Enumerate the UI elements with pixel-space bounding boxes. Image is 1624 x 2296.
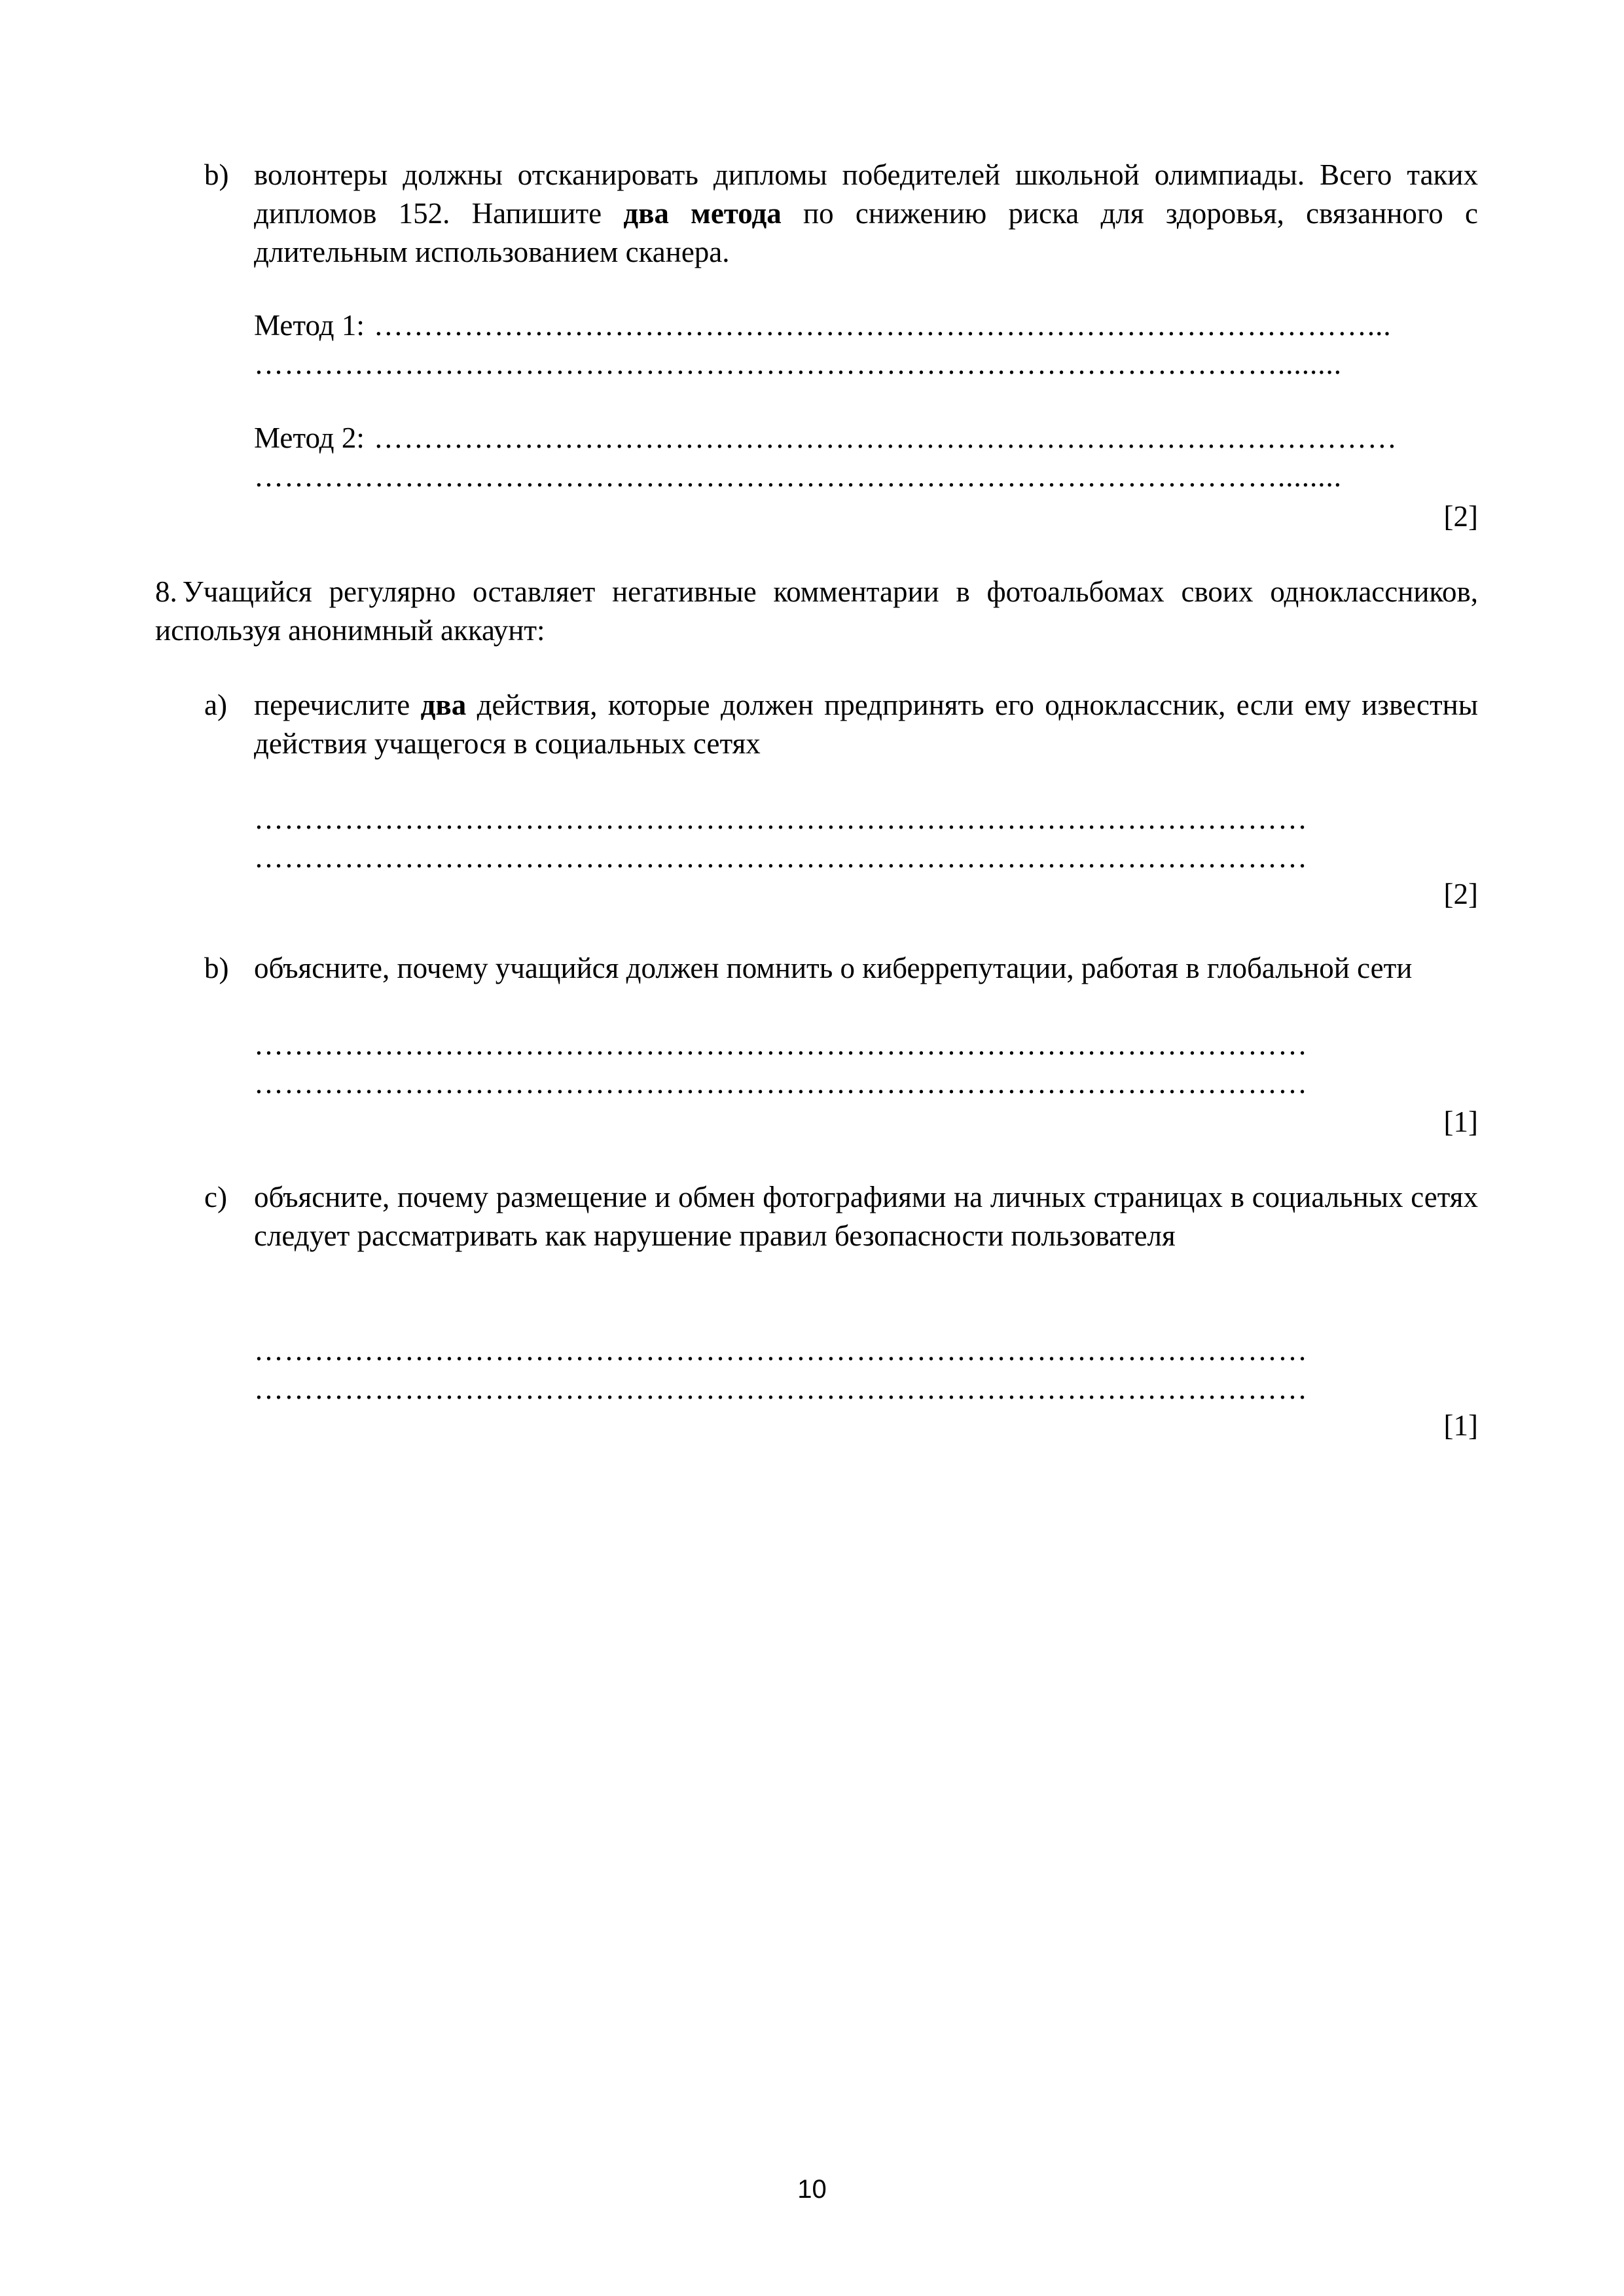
method-2-answer-line[interactable] (254, 419, 1478, 457)
method-2-dots: ………………………………………………………………………………………… (373, 422, 1398, 454)
question-8b-text: объясните, почему учащийся должен помнить о киберрепутации, работая в глобальной сети (254, 952, 1413, 984)
method-2-answer-line-2[interactable]: …………………………………………………………………………………………........ (254, 460, 1342, 493)
question-8a-text-part2: действия, которые должен предпринять его одноклассник, если ему известны действия учащегося в социальных сетях (254, 689, 1478, 760)
question-8a-answer-line-1[interactable]: …………………………………………………………………………………………… (254, 802, 1308, 835)
question-8-text (155, 573, 1478, 650)
question-7b-text-part2: по снижению риска для здоровья, связанного с длительным использованием сканера. (254, 197, 1478, 268)
question-8b-answer-line-2[interactable]: …………………………………………………………………………………………… (254, 1067, 1308, 1100)
question-7b-text-bold: два метода (623, 197, 782, 230)
question-8a-answer-line-2[interactable]: …………………………………………………………………………………………… (254, 841, 1308, 874)
question-8a-text (254, 686, 1478, 763)
question-8a-text-part1: перечислите (254, 689, 421, 721)
method-1-answer-line-2[interactable]: …………………………………………………………………………………………........ (254, 348, 1342, 380)
question-7b-text-part1: волонтеры должны отсканировать дипломы победителей школьной олимпиады. Всего таких дипломов 152. Напишите (254, 158, 1478, 230)
question-8b-marker: b) (204, 952, 229, 984)
question-8c-answer-line-2[interactable]: …………………………………………………………………………………………… (254, 1372, 1308, 1405)
question-8a-mark: [2] (1443, 878, 1478, 910)
question-7b-marker: b) (204, 158, 229, 191)
method-1-answer-line[interactable] (254, 306, 1478, 345)
question-8-number: 8. (155, 575, 177, 608)
question-8c-marker: c) (204, 1181, 227, 1213)
method-1-dots: ………………………………………………………………………………………... (373, 309, 1392, 342)
page-number: 10 (797, 2175, 827, 2204)
question-8a-text-bold: два (420, 689, 467, 721)
question-8b-answer-line-1[interactable]: …………………………………………………………………………………………… (254, 1028, 1308, 1061)
question-8c-answer-line-1[interactable]: …………………………………………………………………………………………… (254, 1334, 1308, 1367)
question-8c-text: объясните, почему размещение и обмен фотографиями на личных страницах в социальных сетях следует рассматривать как нарушение правил безопасности пользователя (254, 1181, 1478, 1252)
question-8a-marker: a) (204, 689, 227, 721)
question-8b-mark: [1] (1443, 1105, 1478, 1138)
question-7b-mark: [2] (1443, 500, 1478, 533)
question-8-body: Учащийся регулярно оставляет негативные комментарии в фотоальбомах своих одноклассников, используя анонимный аккаунт: (155, 575, 1478, 647)
method-1-label: Метод 1: (254, 309, 365, 342)
question-7b-text (254, 156, 1478, 272)
question-8c-mark: [1] (1443, 1409, 1478, 1442)
method-2-label: Метод 2: (254, 422, 365, 454)
